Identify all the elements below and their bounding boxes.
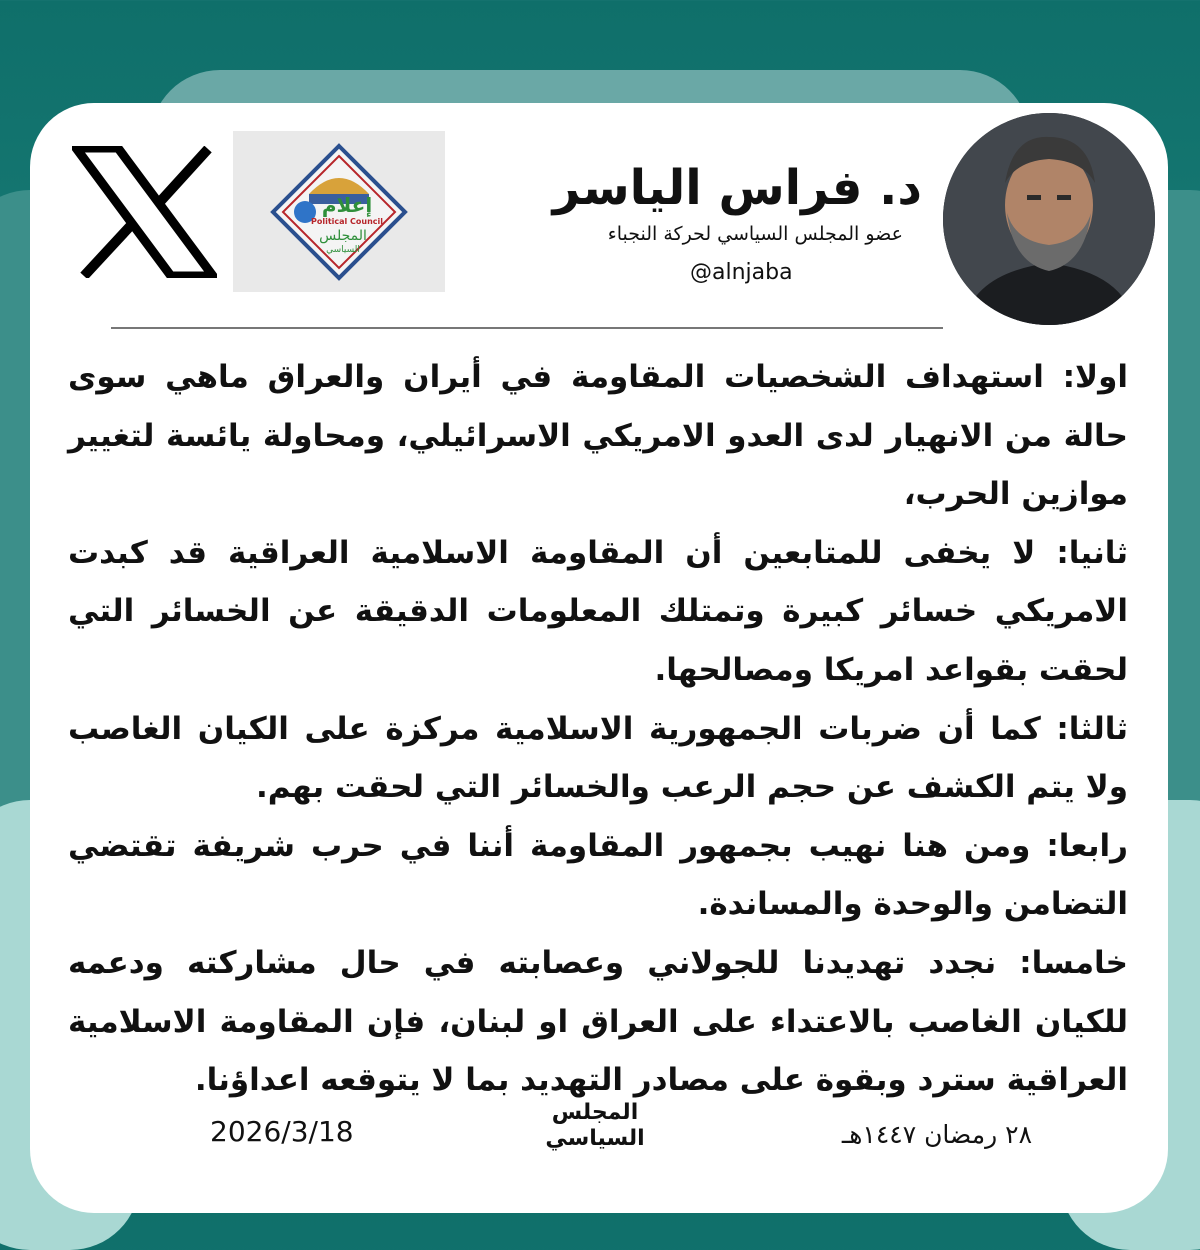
statement-point-3: ثالثا: كما أن ضربات الجمهورية الاسلامية مركزة على الكيان الغاصب ولا يتم الكشف عن حجم الرعب والخسائر التي لحقت بهم. [68, 710, 1128, 806]
gregorian-date: 2026/3/18 [210, 1115, 354, 1148]
hijri-date: ٢٨ رمضان ١٤٤٧هـ [841, 1120, 1032, 1149]
person-portrait-icon [943, 113, 1155, 325]
statement-point-4: رابعا: ومن هنا نهيب بجمهور المقاومة أننا في حرب شريفة تقتضي التضامن والوحدة والمساندة. [68, 827, 1128, 923]
statement-point-1: اولا: استهداف الشخصيات المقاومة في أيران والعراق ماهي سوى حالة من الانهيار لدى العدو الامريكي الاسرائيلي، ومحاولة يائسة لتغيير موازين الحرب، [68, 359, 1128, 513]
author-role: عضو المجلس السياسي لحركة النجباء [607, 223, 903, 245]
avatar [943, 113, 1155, 325]
social-handle[interactable]: @alnjaba [690, 260, 793, 285]
political-council-logo [233, 131, 445, 292]
logo-label-ar3: السياسي [326, 244, 360, 255]
council-emblem-icon [269, 142, 409, 282]
x-logo-icon [72, 146, 217, 278]
footer-logo-line2: السياسي [545, 1126, 645, 1151]
logo-label-ar2: المجلس [319, 227, 367, 244]
statement-body [68, 348, 1128, 1110]
footer-council-logo [540, 1100, 650, 1160]
header-divider [111, 327, 943, 329]
footer-logo-line1: المجلس [551, 1100, 639, 1125]
author-name: د. فراس الياسر [552, 160, 922, 216]
statement-point-2: ثانيا: لا يخفى للمتابعين أن المقاومة الاسلامية العراقية قد كبدت الامريكي خسائر كبيرة وتمتلك المعلومات الدقيقة عن الخسائر التي لحقت بقواعد امريكا ومصالحها. [68, 534, 1128, 688]
statement-point-5: خامسا: نجدد تهديدنا للجولاني وعصابته في حال مشاركته ودعمه للكيان الغاصب بالاعتداء على العراق او لبنان، فإن المقاومة الاسلامية العراقية سترد وبقوة على مصادر التهديد بما لا يتوقعه اعداؤنا. [68, 944, 1128, 1099]
logo-label-en: Political Council [310, 216, 384, 226]
logo-label-ar: إعلام [321, 192, 373, 217]
